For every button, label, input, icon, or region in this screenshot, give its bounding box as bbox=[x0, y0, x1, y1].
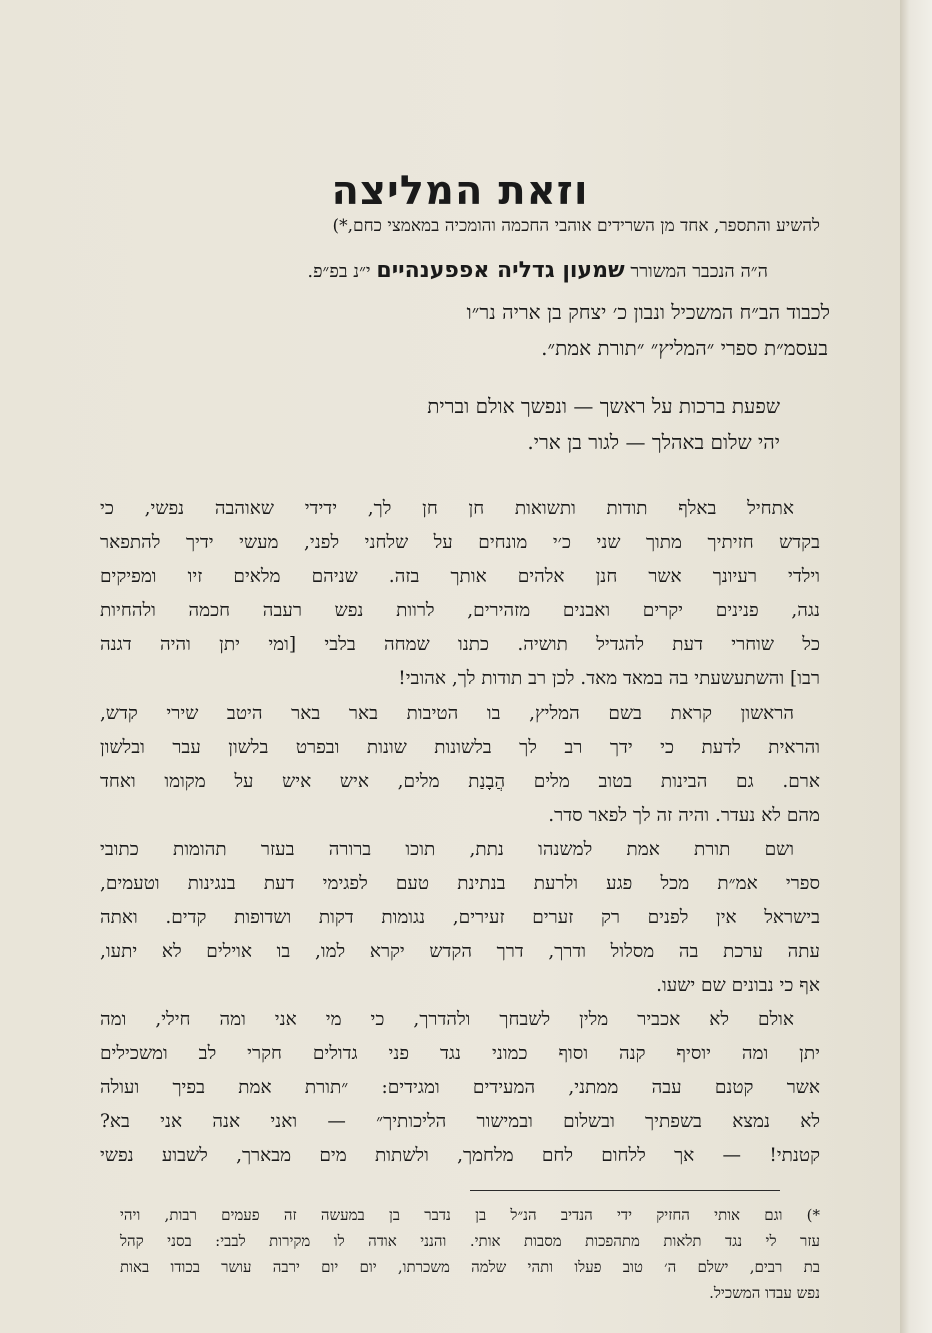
dedication-line-2: בעסמ״ת ספרי ״המליץ״ ״תורת אמת״. bbox=[541, 336, 828, 360]
footnote-line: עזר לי נגד תלאות מתהפכות מסבות אותי. והנני אודה לו מקירות לבבי: בסני קהל bbox=[120, 1232, 820, 1250]
footnote-line: *) וגם אותי החזיק ידי הנדיב הנ״ל בן נדבר בן במעשה זה פעמים רבות, ויהי bbox=[120, 1206, 820, 1224]
byline-suffix: י״נ בפ״פ. bbox=[307, 261, 371, 282]
byline-line-1: להשיע והתספר, אחד מן השרידים אוהבי החכמה והומכיה במאמצי כחם,*) bbox=[332, 216, 820, 236]
body-line: רבו] והשתעשעתי בה במאד מאד. לכן רב תודות לך, אהובי! bbox=[398, 668, 820, 689]
body-line: לא נמצא בשפתיך ובשלום ובמישור הליכותיך״ — ואני אנה אני בא? bbox=[100, 1111, 820, 1132]
body-line: מהם לא נעדר. והיה זה לך לפאר סדר. bbox=[548, 805, 820, 826]
page-title: וזאת המליצה bbox=[331, 168, 589, 214]
body-line: אף כי נבונים שם ישעו. bbox=[656, 975, 820, 996]
dedication-line-1: לכבוד הב״ח המשכיל ונבון כ׳ יצחק בן אריה נר״ו bbox=[466, 300, 830, 324]
body-line: ושם תורת אמת למשנהו נתת, תוכו ברורה בעזר תהומות כתובי bbox=[100, 839, 794, 860]
body-line: ספרי אמ״ת מכל פגע ולרעת בנתינת טעם לפגימי דעת בנגינות וטעמים, bbox=[100, 873, 820, 894]
body-line: עתה ערכת בה מסלול ודרך, דרך הקדש יקרא למו, בו אוילים לא יתעו, bbox=[100, 941, 820, 962]
verse-line-1: שפעת ברכות על ראשך — ונפשך אולם וברית bbox=[427, 394, 780, 418]
verse-line-2: יהי שלום באהלך — לגור בן ארי. bbox=[527, 430, 780, 454]
body-line: הראשון קראת בשם המליץ, בו הטיבות באר באר היטב שירי קדש, bbox=[100, 703, 794, 724]
body-line: אולם לא אכביר מלין לשבחך ולהדרך, כי מי אני ומה חילי, ומה bbox=[100, 1009, 794, 1030]
body-line: נגה, פנינים יקרים ואבנים מזהירים, לרוות נפש רעבה חכמה ולהחיות bbox=[100, 600, 820, 621]
byline-prefix: ה״ה הנכבר המשורר bbox=[630, 261, 768, 282]
poet-name: שמעון גדליה אפפענהיים bbox=[376, 258, 625, 283]
body-line: בקדש חזיתיך מתוך שני כ׳י מונחים על שלחני לפני, מעשי ידיך להתפאר bbox=[100, 532, 820, 553]
footnote-line: נפש עבדו המשכיל. bbox=[709, 1284, 820, 1302]
body-line: ארם. גם הבינות בטוב מלים הֲבָנַת מלים, איש איש על מקומו ואחד bbox=[100, 771, 820, 792]
body-line: יתן ומה יוסיף קנה וסוף כמוני נגד פני גדולים חקרי לב ומשכילים bbox=[100, 1043, 820, 1064]
body-line: אתחיל באלף תודות ותשואות חן חן לך, ידידי שאוהבה נפשי, כי bbox=[100, 498, 794, 519]
body-line: קטנתי! — אך ללחום לחם מלחמך, ולשתות מים מבארך, לשבוע נפשי bbox=[100, 1145, 820, 1166]
body-line: בישראל אין לפנים רק זערים זעירים, נגומות דקות ושדופות קדים. ואתה bbox=[100, 907, 820, 928]
footnote-divider bbox=[470, 1190, 780, 1191]
body-line: כל שוחרי דעת להגדיל תושיה. כתנו שמחה בלבי [ומי יתן והיה דגנה bbox=[100, 634, 820, 655]
byline-line-2 bbox=[307, 258, 768, 283]
body-line: והראית לדעת כי ידך רב לך בלשונות שונות ובפרט בלשון עבר ובלשון bbox=[100, 737, 820, 758]
footnote-line: בת רבים, ישלם ה׳ טוב פעלו ותהי שלמה משכרתו, יום יום ירבה עושר בכודו באות bbox=[120, 1258, 820, 1276]
body-line: אשר קטנם עבה ממתני, המעידים ומגידים: ״תורת אמת בפיך ועולה bbox=[100, 1077, 820, 1098]
page-edge bbox=[900, 0, 932, 1333]
body-line: וילדי רעיונך אשר חנן אלהים אותך בזה. שניהם מלאים זיו ומפיקים bbox=[100, 566, 820, 587]
